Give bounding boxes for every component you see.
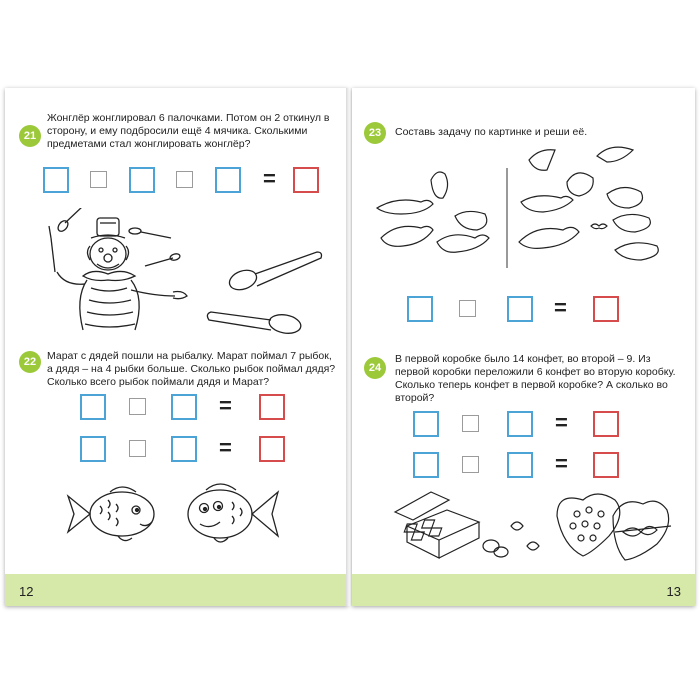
equals-sign: = <box>263 166 276 191</box>
answer-box-blue[interactable] <box>80 436 106 462</box>
operator-box[interactable] <box>459 300 476 317</box>
task-22-text: Марат с дядей пошли на рыбалку. Марат поймал 7 рыбок, а дядя – на 4 рыбки больше. Сколько рыбок поймал дядя? Сколько всего рыбок поймали дядя и Марат? <box>47 350 336 388</box>
fish-illustration <box>60 480 290 550</box>
operator-box[interactable] <box>462 415 479 432</box>
task-22-number-badge: 22 <box>19 351 41 373</box>
answer-box-blue[interactable] <box>171 436 197 462</box>
answer-box-blue[interactable] <box>407 296 433 322</box>
answer-box-blue[interactable] <box>80 394 106 420</box>
operator-box[interactable] <box>90 171 107 188</box>
equals-sign: = <box>555 451 568 476</box>
right-page-footer <box>352 574 695 606</box>
answer-box-blue[interactable] <box>171 394 197 420</box>
answer-box-blue[interactable] <box>507 411 533 437</box>
result-box-red[interactable] <box>593 411 619 437</box>
equals-sign: = <box>219 435 232 460</box>
operator-box[interactable] <box>462 456 479 473</box>
operator-box[interactable] <box>176 171 193 188</box>
equals-sign: = <box>555 410 568 435</box>
answer-box-blue[interactable] <box>129 167 155 193</box>
result-box-red[interactable] <box>593 452 619 478</box>
candy-boxes-illustration <box>387 486 677 566</box>
equals-sign: = <box>219 393 232 418</box>
operator-box[interactable] <box>129 440 146 457</box>
operator-box[interactable] <box>129 398 146 415</box>
equals-sign: = <box>554 295 567 320</box>
birds-illustration <box>367 138 687 273</box>
answer-box-blue[interactable] <box>413 452 439 478</box>
task-23-text: Составь задачу по картинке и реши её. <box>395 126 588 138</box>
task-23-number-badge: 23 <box>364 122 386 144</box>
answer-box-blue[interactable] <box>507 296 533 322</box>
page-number: 13 <box>666 584 681 599</box>
answer-box-blue[interactable] <box>43 167 69 193</box>
right-page <box>352 88 695 606</box>
left-page <box>5 88 348 606</box>
result-box-red[interactable] <box>293 167 319 193</box>
task-24-text: В первой коробке было 14 конфет, во второй – 9. Из первой коробки переложили 6 конфет во вторую коробку. Сколько теперь конфет в первой коробке? А сколько во второй? <box>395 353 676 404</box>
juggler-illustration <box>35 208 335 343</box>
page-number: 12 <box>19 584 34 599</box>
left-page-footer <box>5 574 348 606</box>
answer-box-blue[interactable] <box>215 167 241 193</box>
task-21-number-badge: 21 <box>19 125 41 147</box>
result-box-red[interactable] <box>259 436 285 462</box>
task-24-number-badge: 24 <box>364 357 386 379</box>
result-box-red[interactable] <box>259 394 285 420</box>
answer-box-blue[interactable] <box>507 452 533 478</box>
answer-box-blue[interactable] <box>413 411 439 437</box>
task-21-text: Жонглёр жонглировал 6 палочками. Потом он 2 откинул в сторону, и ему подбросили ещё 4 мячика. Сколькими предметами стал жонглировать жонглёр? <box>47 112 330 150</box>
result-box-red[interactable] <box>593 296 619 322</box>
